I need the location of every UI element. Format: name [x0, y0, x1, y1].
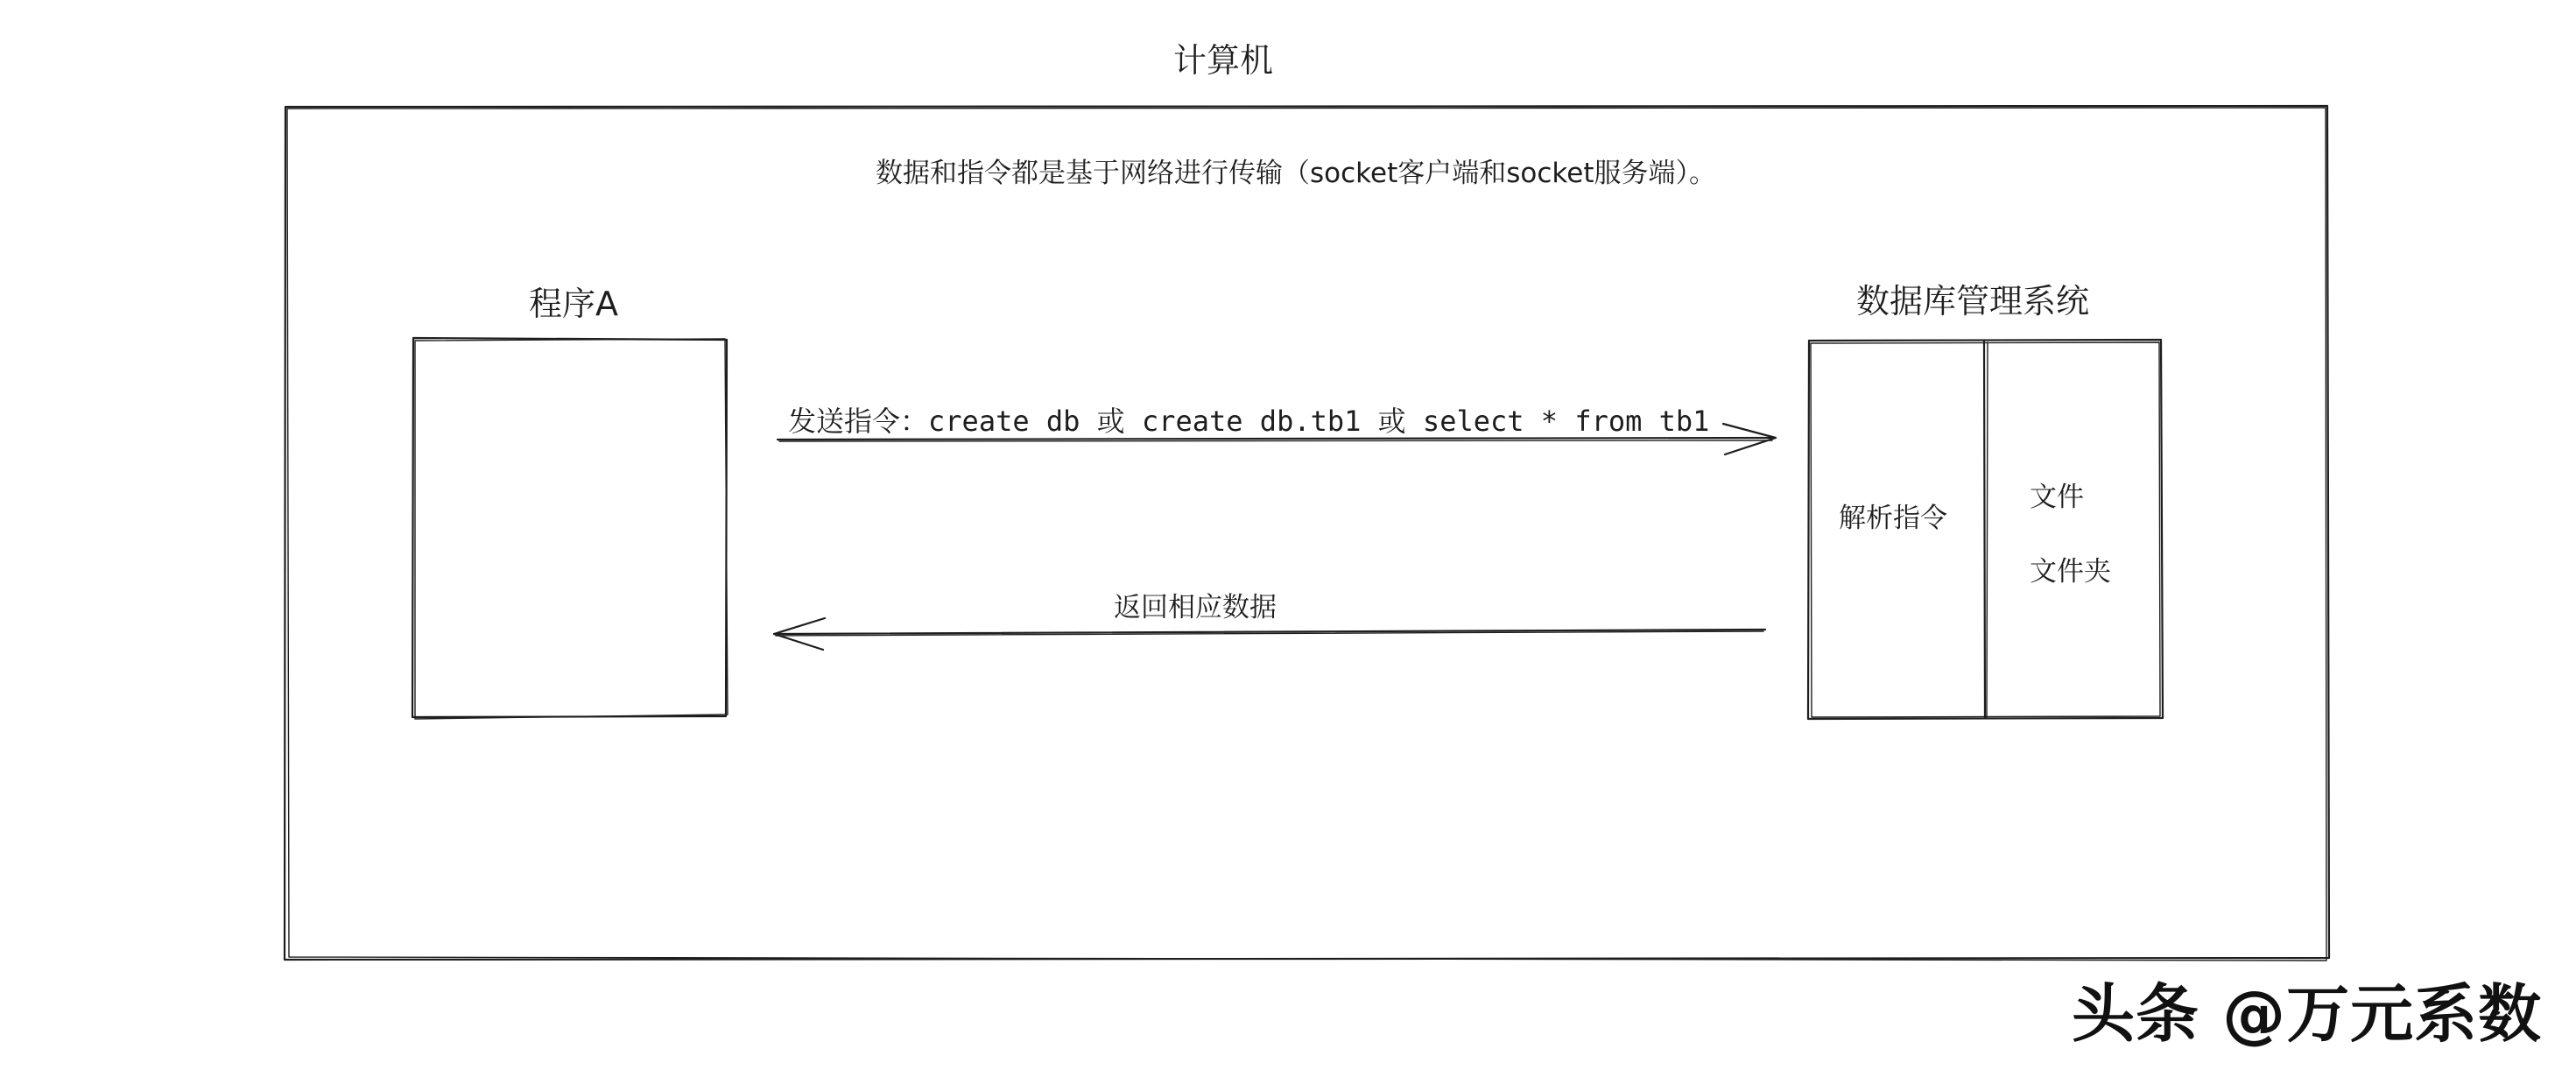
- parse-command-label: 解析指令: [1839, 503, 1947, 534]
- program-label: 程序A: [529, 285, 618, 323]
- send-label-prefix: 发送指令：: [788, 405, 929, 438]
- send-label-code: create db 或 create db.tb1 或 select * from tb1: [928, 405, 1710, 438]
- return-label: 返回相应数据: [1114, 592, 1277, 623]
- program-box: [412, 338, 728, 719]
- computer-title: 计算机: [1173, 41, 1274, 80]
- file-label: 文件: [2030, 482, 2084, 513]
- computer-frame: [285, 106, 2329, 961]
- dbms-label: 数据库管理系统: [1856, 282, 2090, 320]
- watermark: 头条 @万元系数: [2072, 977, 2543, 1051]
- folder-label: 文件夹: [2030, 556, 2111, 588]
- send-label: [788, 399, 1709, 440]
- dbms-divider: [1984, 341, 1985, 718]
- send-arrowhead: [1723, 424, 1776, 454]
- network-caption: 数据和指令都是基于网络进行传输（socket客户端和socket服务端）。: [876, 158, 1716, 189]
